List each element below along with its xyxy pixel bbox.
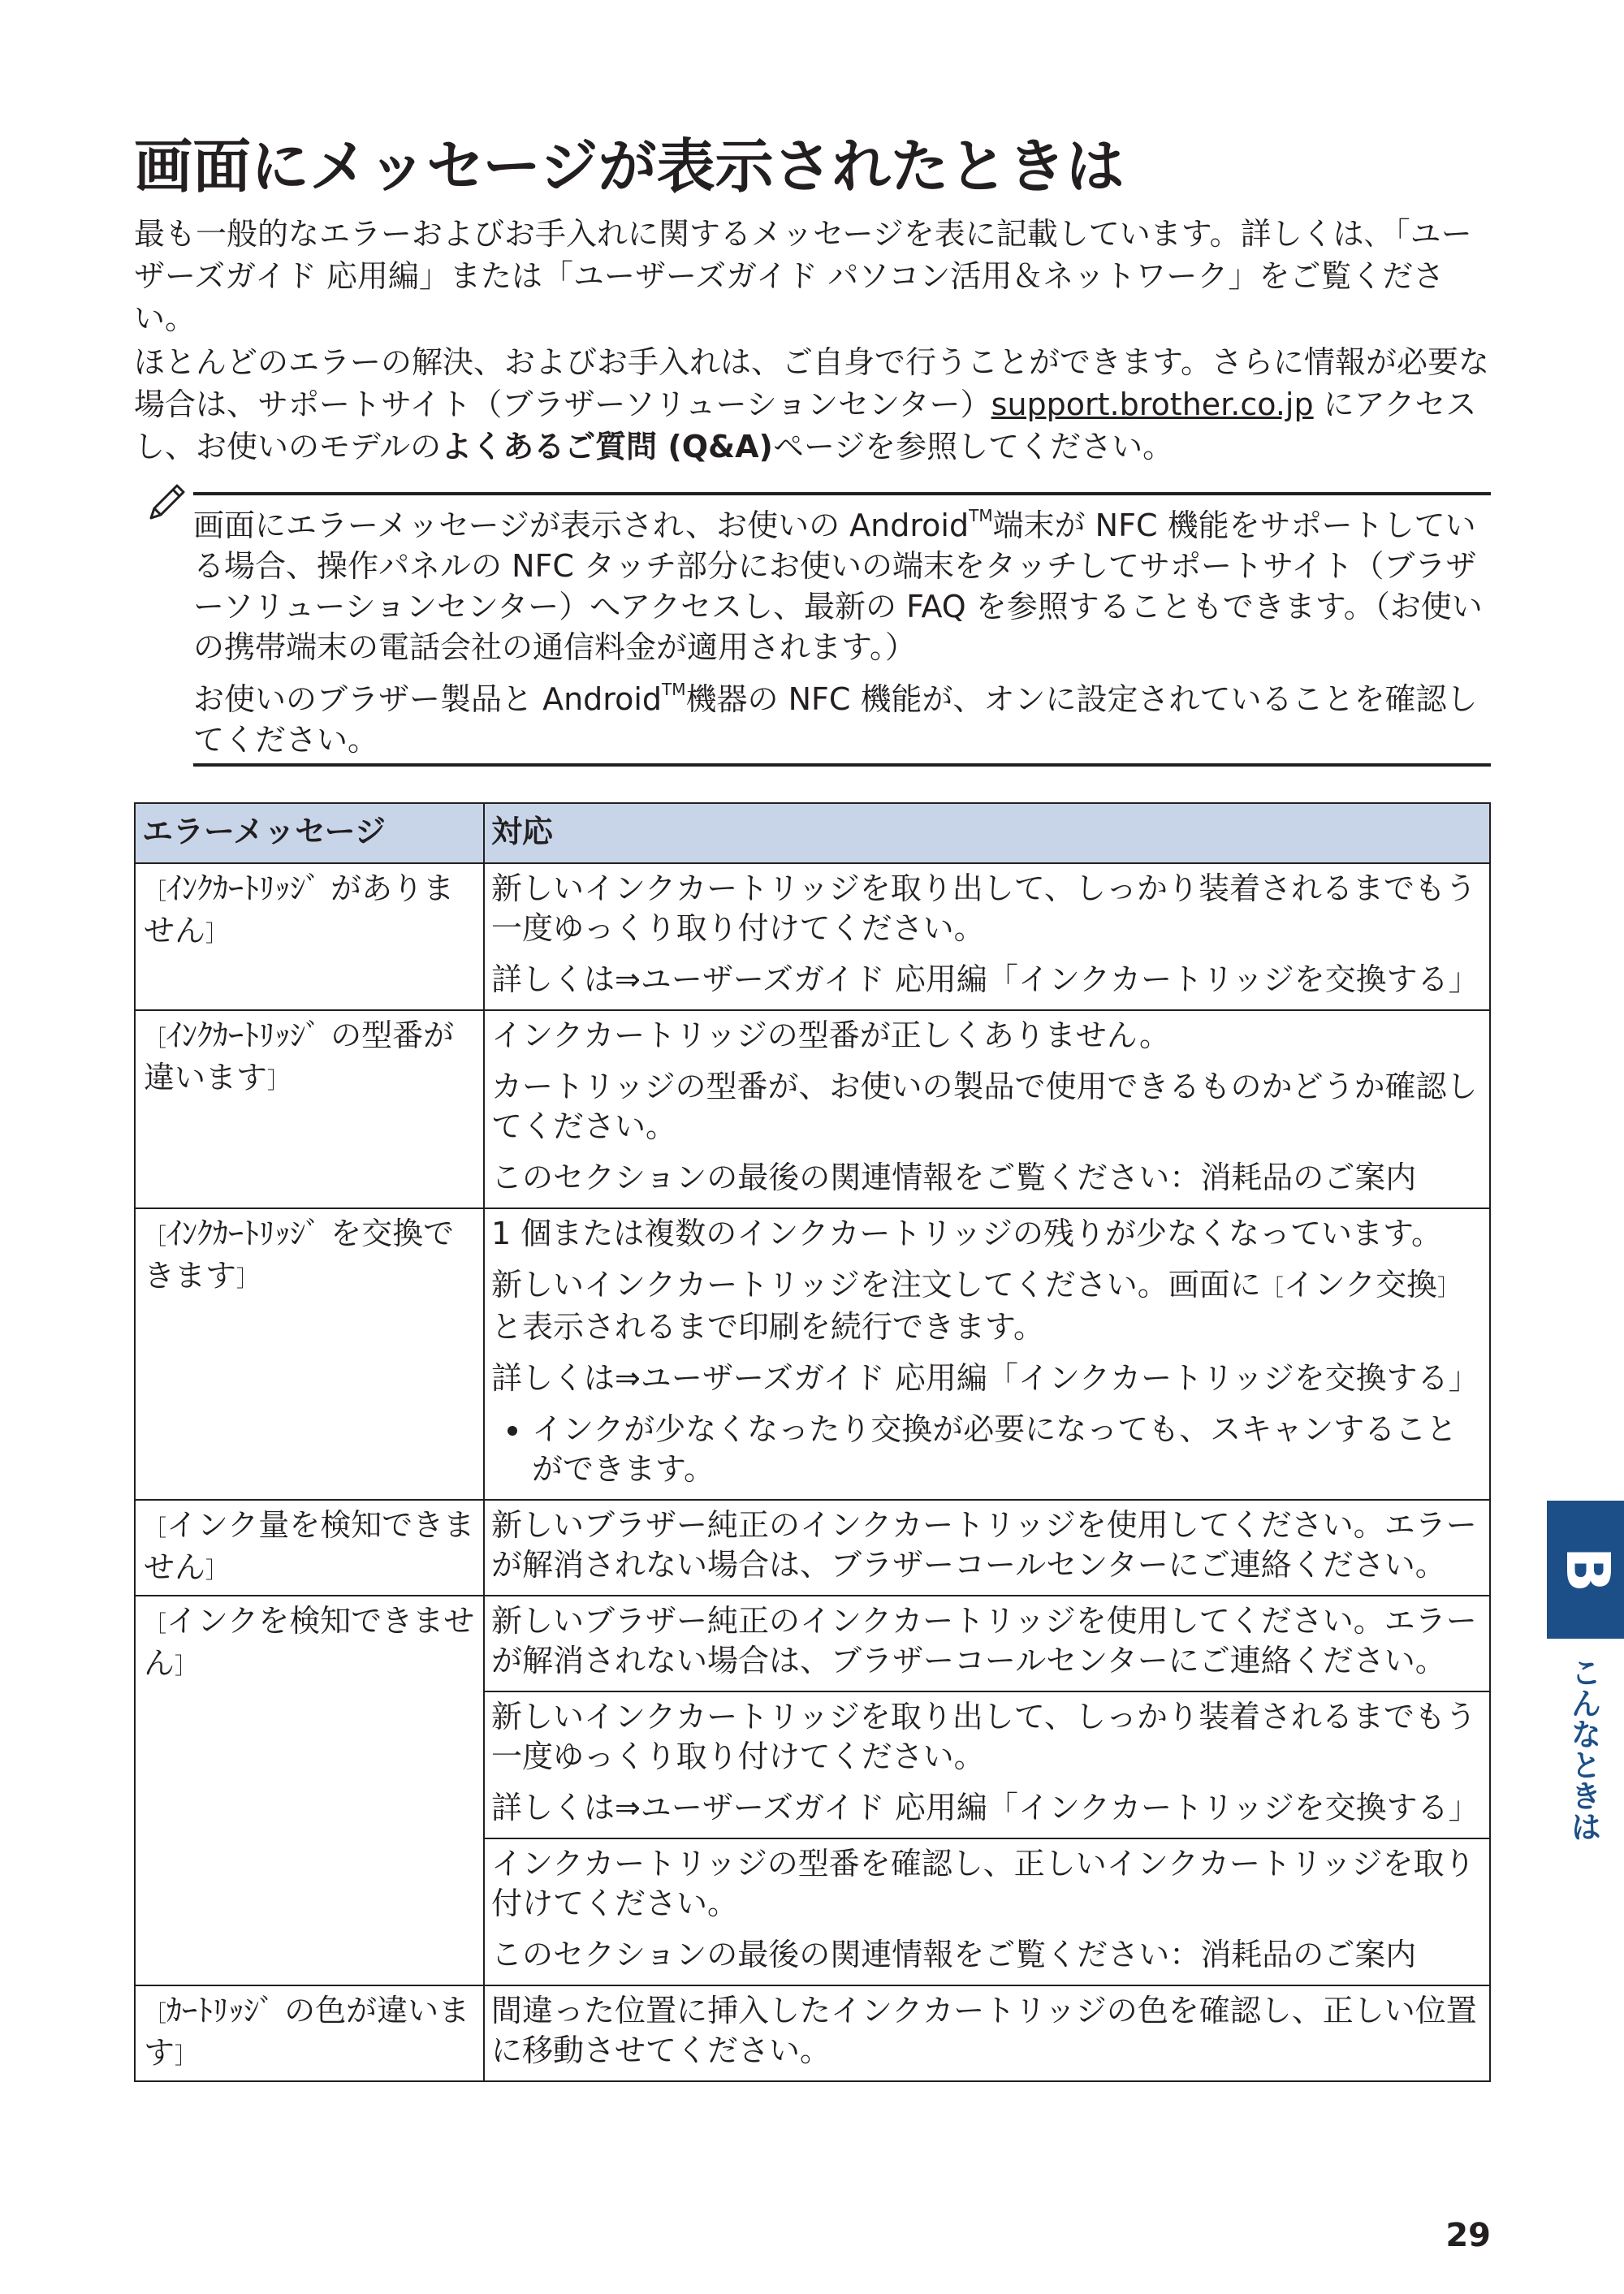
error-message-cell xyxy=(135,1010,484,1208)
note-top-rule xyxy=(193,492,1491,495)
bracket-open: ［ xyxy=(144,2000,167,2027)
error-message-table xyxy=(134,802,1491,2082)
message-text: ｲﾝｸｶｰﾄﾘｯｼﾞ xyxy=(166,871,322,906)
bracket-close: ］ xyxy=(175,2042,198,2069)
response-text: インクカートリッジの型番を確認し、正しいインクカートリッジを取り付けてください。 xyxy=(491,1846,1475,1921)
note-p2-text-b: 機器の NFC 機能が、オンに設定されていることを確認してください。 xyxy=(193,681,1478,758)
response-cell xyxy=(484,1838,1490,1985)
response-text: インクカートリッジの型番が正しくありません。 xyxy=(491,1017,1171,1053)
bracket-open: ［ xyxy=(144,1610,167,1637)
table-row xyxy=(135,1985,1490,2081)
response-text xyxy=(491,1265,1483,1347)
response-reference: 詳しくは⇒ユーザーズガイド 応用編「インクカートリッジを交換する」 xyxy=(491,961,1479,997)
bracket-open: ［ xyxy=(144,1025,167,1052)
note-paragraph-2 xyxy=(193,679,1492,760)
message-text: の色が違います xyxy=(144,1993,470,2071)
response-reference: このセクションの最後の関連情報をご覧ください：消耗品のご案内 xyxy=(491,1160,1417,1195)
intro-p2-text-b: にアクセスし、お使いのモデルの xyxy=(134,387,1477,464)
bracket-open: ［ xyxy=(1260,1274,1284,1301)
response-cell xyxy=(484,1691,1490,1838)
response-text: 新しいインクカートリッジを取り出して、しっかり装着されるまでもう一度ゆっくり取り付けてください。 xyxy=(491,871,1476,946)
response-bullet-list xyxy=(491,1410,1483,1489)
trademark-sup: TM xyxy=(662,680,686,699)
message-text: ｲﾝｸｶｰﾄﾘｯｼﾞ xyxy=(166,1216,322,1251)
response-text-a: 新しいインクカートリッジを注文してください。画面に xyxy=(491,1267,1261,1303)
message-text: インク量を検知できません xyxy=(144,1507,475,1585)
response-cell xyxy=(484,1596,1490,1691)
response-cell xyxy=(484,863,1490,1010)
bracket-close: ］ xyxy=(205,920,229,947)
response-reference: 詳しくは⇒ユーザーズガイド 応用編「インクカートリッジを交換する」 xyxy=(491,1790,1479,1825)
intro-paragraph-2 xyxy=(134,341,1498,468)
response-text: カートリッジの型番が、お使いの製品で使用できるものかどうか確認してください。 xyxy=(491,1069,1478,1144)
response-reference: 詳しくは⇒ユーザーズガイド 応用編「インクカートリッジを交換する」 xyxy=(491,1360,1479,1396)
table-header-row xyxy=(135,803,1490,863)
table-row xyxy=(135,1500,1490,1596)
error-message-cell xyxy=(135,1596,484,1985)
message-text: ｲﾝｸｶｰﾄﾘｯｼﾞ xyxy=(166,1017,322,1053)
note-paragraph-1 xyxy=(193,505,1492,667)
bracket-close: ］ xyxy=(236,1265,260,1292)
support-link[interactable]: support.brother.co.jp xyxy=(991,387,1314,422)
intro-paragraph-1: 最も一般的なエラーおよびお手入れに関するメッセージを表に記載しています。詳しくは､「ユーザーズガイド 応用編」または「ユーザーズガイド パソコン活用＆ネットワーク」をご覧ください。 xyxy=(134,216,1472,336)
response-cell xyxy=(484,1208,1490,1500)
chapter-caption: こんなときは xyxy=(1566,1657,1601,1842)
response-text: 1 個または複数のインクカートリッジの残りが少なくなっています。 xyxy=(491,1216,1442,1251)
response-text-b: と表示されるまで印刷を続行できます。 xyxy=(491,1309,1044,1345)
trademark-sup: TM xyxy=(969,506,993,525)
message-text: インクを検知できません xyxy=(144,1603,475,1681)
response-cell xyxy=(484,1985,1490,2081)
error-message-cell xyxy=(135,863,484,1010)
header-error-message: エラーメッセージ xyxy=(135,803,484,863)
bracket-open: ［ xyxy=(144,878,167,905)
error-message-cell xyxy=(135,1985,484,2081)
table-row xyxy=(135,1596,1490,1691)
bracket-close: ］ xyxy=(175,1652,198,1679)
error-message-cell xyxy=(135,1208,484,1500)
page-title: 画面にメッセージが表示されたときは xyxy=(134,132,1125,201)
bracket-close: ］ xyxy=(267,1067,291,1094)
table-row xyxy=(135,863,1490,1010)
note-p1-text-a: 画面にエラーメッセージが表示され、お使いの Android xyxy=(193,508,970,543)
response-text: 新しいブラザー純正のインクカートリッジを使用してください。エラーが解消されない場合は、ブラザーコールセンターにご連絡ください。 xyxy=(491,1507,1477,1583)
intro-p2-text-c: ページを参照してください。 xyxy=(772,429,1174,464)
response-cell xyxy=(484,1010,1490,1208)
message-text: がありません xyxy=(144,871,455,948)
response-reference: このセクションの最後の関連情報をご覧ください：消耗品のご案内 xyxy=(491,1937,1417,1972)
bracket-close: ］ xyxy=(1437,1274,1461,1301)
note-p2-text-a: お使いのブラザー製品と Android xyxy=(193,681,662,717)
response-text: 間違った位置に挿入したインクカートリッジの色を確認し、正しい位置に移動させてください。 xyxy=(491,1993,1477,2068)
page-number: 29 xyxy=(1445,2217,1491,2254)
header-response: 対応 xyxy=(484,803,1490,863)
bracket-open: ［ xyxy=(144,1223,167,1250)
message-text: の型番が違います xyxy=(144,1017,455,1095)
chapter-letter xyxy=(1551,1501,1624,1639)
intro-p2-text-a: ほとんどのエラーの解決、およびお手入れは、ご自身で行うことができます。さらに情報が必要な場合は、サポートサイト（ブラザーソリューションセンター） xyxy=(134,344,1489,422)
note-p1-text-b: 端末が NFC 機能をサポートしている場合、操作パネルの NFC タッチ部分にお使いの端末をタッチしてサポートサイト（ブラザーソリューションセンター）へアクセスし、最新の FAQ を参照することもできます。（お使いの携帯端末の電話会社の通信料金が適用されます。） xyxy=(193,508,1483,665)
table-row xyxy=(135,1208,1490,1500)
response-text: 新しいブラザー純正のインクカートリッジを使用してください。エラーが解消されない場合は、ブラザーコールセンターにご連絡ください。 xyxy=(491,1603,1477,1678)
faq-bold-text: よくあるご質問 (Q&A) xyxy=(441,429,773,464)
table-row xyxy=(135,1010,1490,1208)
pencil-note-icon xyxy=(145,479,190,525)
response-text: 新しいインクカートリッジを取り出して、しっかり装着されるまでもう一度ゆっくり取り付けてください。 xyxy=(491,1699,1476,1774)
error-message-cell xyxy=(135,1500,484,1596)
screen-message-text: インク交換 xyxy=(1283,1267,1437,1303)
note-bottom-rule xyxy=(193,763,1491,767)
bracket-open: ［ xyxy=(144,1514,167,1541)
list-item: • インクが少なくなったり交換が必要になっても、スキャンすることができます。 xyxy=(532,1410,1483,1489)
chapter-letter-text: B xyxy=(1553,1546,1622,1593)
message-text: ｶｰﾄﾘｯｼﾞ xyxy=(166,1993,275,2028)
bracket-close: ］ xyxy=(205,1557,229,1583)
message-text: を交換できます xyxy=(144,1216,455,1294)
response-cell xyxy=(484,1500,1490,1596)
